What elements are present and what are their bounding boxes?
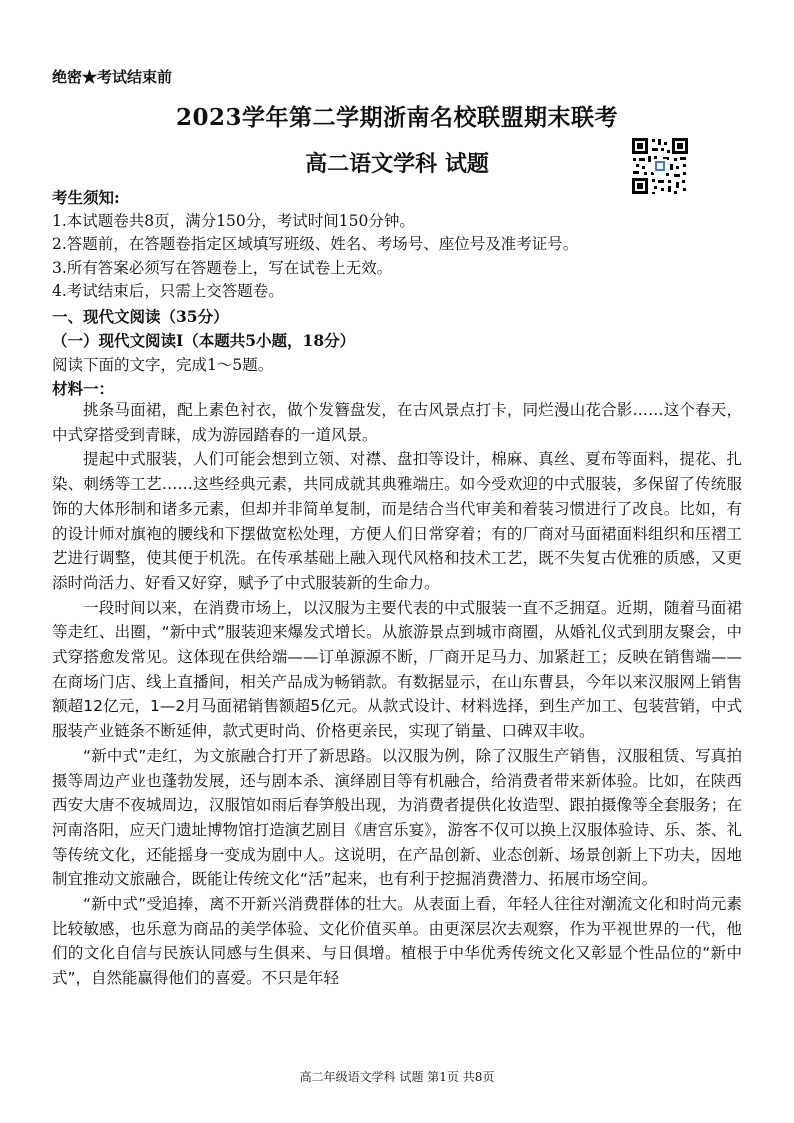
notice-item: 4.考试结束后，只需上交答题卷。 <box>52 282 284 300</box>
reading-instruction: 阅读下面的文字，完成1～5题。 <box>52 356 274 374</box>
exam-subtitle: 高二语文学科 试题 <box>305 151 489 177</box>
article-paragraph: 挑条马面裙，配上素色衬衣，做个发簪盘发，在古风景点打卡，同烂漫山花合影……这个春天，中式穿搭受到青睐，成为游园踏春的一道风景。 <box>52 401 742 444</box>
article-paragraph: “新中式”走红，为文旅融合打开了新思路。以汉服为例，除了汉服生产销售，汉服租赁、写真拍摄等周边产业也蓬勃发展，还与剧本杀、演绎剧目等有机融合，给消费者带来新体验。比如，在陕西西安大唐不夜城周边，汉服馆如雨后春笋般出现，为消费者提供化妆造型、跟拍摄像等全套服务；在河南洛阳，应天门遗址博物馆打造演艺剧目《唐宫乐宴》，游客不仅可以换上汉服体验诗、乐、茶、礼等传统文化，还能摇身一变成为剧中人。这说明，在产品创新、业态创新、场景创新上下功夫，因地制宜推动文旅融合，既能让传统文化“活”起来，也有利于挖掘消费潜力、拓展市场空间。 <box>52 746 742 889</box>
article-paragraph: 提起中式服装，人们可能会想到立领、对襟、盘扣等设计，棉麻、真丝、夏布等面料，提花、扎染、刺绣等工艺……这些经典元素，共同成就其典雅端庄。如今受欢迎的中式服装，多保留了传统服饰的大体形制和诸多元素，但却并非简单复制，而是结合当代审美和着装习惯进行了改良。比如，有的设计师对旗袍的腰线和下摆做宽松处理，方便人们日常穿着；有的厂商对马面裙面料组织和压褶工艺进行调整，使其便于机洗。在传承基础上融入现代风格和技术工艺，既不失复古优雅的质感，又更添时尚活力、好看又好穿，赋予了中式服装新的生命力。 <box>52 450 742 592</box>
page-footer: 高二年级语文学科 试题 第1页 共8页 <box>299 1070 495 1084</box>
exam-notice <box>52 186 752 304</box>
subsection-heading: （一）现代文阅读Ⅰ（本题共5小题，18分） <box>52 331 356 350</box>
notice-item: 3.所有答案必须写在答题卷上，写在试卷上无效。 <box>52 258 393 277</box>
notice-item: 2.答题前，在答题卷指定区域填写班级、姓名、考场号、座位号及准考证号。 <box>52 235 579 253</box>
article-paragraph: 一段时间以来，在消费市场上，以汉服为主要代表的中式服装一直不乏拥趸。近期，随着马面裙等走红、出圈，“新中式”服装迎来爆发式增长。从旅游景点到城市商圈，从婚礼仪式到朋友聚会，中式穿搭愈发常见。这体现在供给端——订单源源不断，厂商开足马力、加紧赶工；反映在销售端——在商场门店、线上直播间，相关产品成为畅销款。有数据显示，在山东曹县，今年以来汉服网上销售额超12亿元，1—2月马面裙销售额超5亿元。从款式设计、材料选择，到生产加工、包装营销，中式服装产业链条不断延伸，款式更时尚、价格更亲民，实现了销量、口碑双丰收。 <box>52 598 742 741</box>
notice-item: 1.本试题卷共8页，满分150分，考试时间150分钟。 <box>52 211 415 230</box>
notice-heading: 考生须知: <box>52 188 120 207</box>
confidential-label: 绝密★考试结束前 <box>52 68 173 86</box>
section-heading: 一、现代文阅读（35分） <box>52 307 229 326</box>
exam-title: 2023学年第二学期浙南名校联盟期末联考 <box>175 104 618 131</box>
material-label: 材料一： <box>52 379 115 398</box>
article-paragraph: “新中式”受追捧，离不开新兴消费群体的壮大。从表面上看，年轻人往往对潮流文化和时尚元素比较敏感，也乐意为商品的美学体验、文化价值买单。由更深层次去观察，作为平视世界的一代，他们的文化自信与民族认同感与生俱来、与日俱增。植根于中华优秀传统文化又彰显个性品位的“新中式”，自然能赢得他们的喜爱。不只是年轻 <box>52 895 742 988</box>
article-body <box>52 398 742 991</box>
